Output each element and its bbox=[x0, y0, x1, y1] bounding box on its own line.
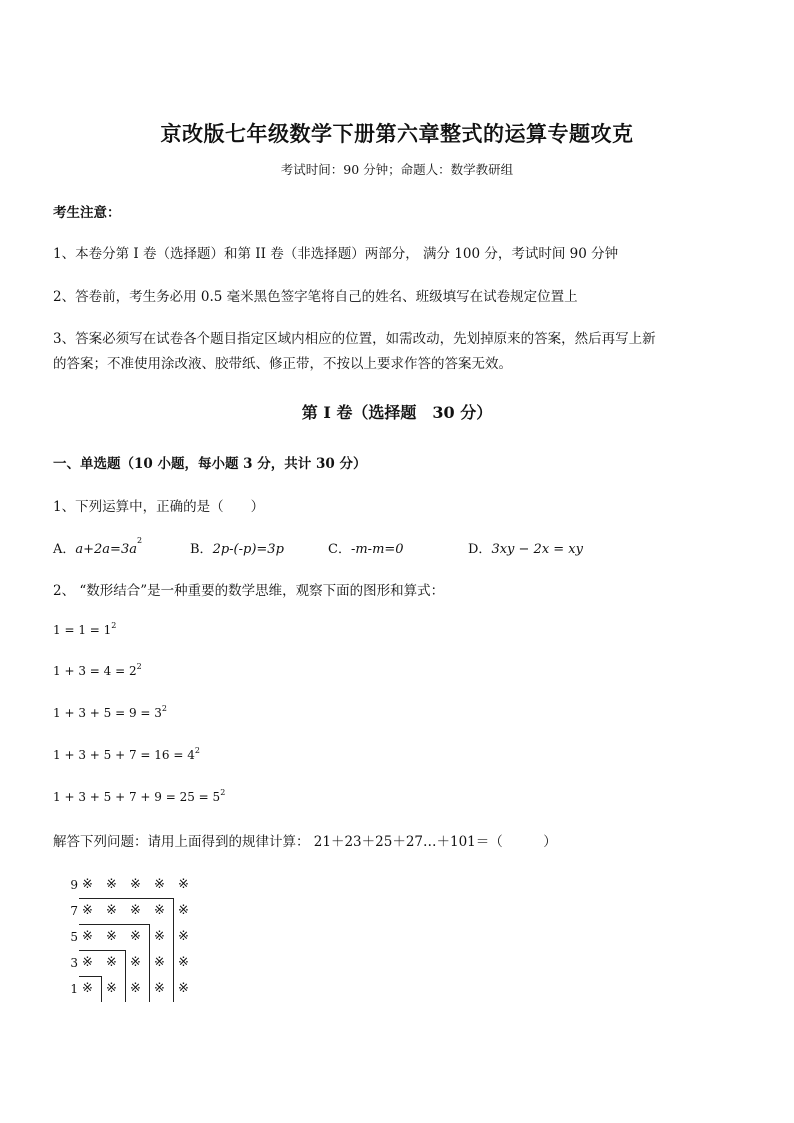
figure-cell: ※ bbox=[178, 929, 189, 944]
equation-5 bbox=[53, 790, 225, 804]
figure-cell: ※ bbox=[154, 955, 165, 970]
figure-cell: ※ bbox=[106, 929, 117, 944]
figure-divider-horizontal bbox=[79, 950, 125, 951]
row-label: 3 bbox=[70, 956, 78, 970]
option-b-label: B． bbox=[190, 542, 213, 557]
figure-cell: ※ bbox=[178, 955, 189, 970]
figure-cell: ※ bbox=[82, 903, 93, 918]
figure-cell: ※ bbox=[178, 877, 189, 892]
option-d bbox=[468, 538, 583, 557]
equation-3-exponent: 2 bbox=[161, 704, 168, 713]
figure-cell: ※ bbox=[154, 929, 165, 944]
section-title: 第 I 卷（选择题 30 分） bbox=[301, 403, 493, 422]
option-c bbox=[328, 538, 404, 557]
question-1-stem: 1、下列运算中，正确的是（ ） bbox=[53, 499, 265, 515]
row-label: 1 bbox=[70, 982, 78, 996]
page-title: 京改版七年级数学下册第六章整式的运算专题攻克 bbox=[160, 121, 634, 146]
notice-item-3: 3、答案必须写在试卷各个题目指定区域内相应的位置，如需改动，先划掉原来的答案，然后再写上新 bbox=[53, 331, 656, 347]
figure-divider-horizontal bbox=[79, 898, 173, 899]
notice-item-3-cont: 的答案；不准使用涂改液、胶带纸、修正带，不按以上要求作答的答案无效。 bbox=[53, 356, 512, 372]
figure-divider-horizontal bbox=[79, 976, 101, 977]
option-a-expr: a+2a=3a bbox=[75, 542, 137, 557]
figure-cell: ※ bbox=[82, 955, 93, 970]
figure-cell: ※ bbox=[106, 903, 117, 918]
row-label: 9 bbox=[70, 878, 78, 892]
figure-cell: ※ bbox=[130, 981, 141, 996]
option-a-exponent: 2 bbox=[136, 536, 143, 545]
figure-cell: ※ bbox=[82, 981, 93, 996]
option-a-label: A． bbox=[53, 542, 76, 557]
figure-cell: ※ bbox=[106, 955, 117, 970]
figure-divider-vertical bbox=[101, 976, 102, 1002]
exam-info: 考试时间：90 分钟；命题人：数学教研组 bbox=[280, 162, 514, 177]
figure-cell: ※ bbox=[82, 877, 93, 892]
equation-3 bbox=[53, 706, 167, 720]
notice-heading: 考生注意： bbox=[53, 205, 121, 221]
equation-3-text: 1 + 3 + 5 = 9 = 3 bbox=[53, 706, 162, 720]
question-2-prompt: 解答下列问题：请用上面得到的规律计算： 21＋23＋25＋27…＋101＝（ ） bbox=[53, 834, 557, 850]
figure-divider-horizontal bbox=[79, 924, 149, 925]
option-d-expr: 3xy − 2x = xy bbox=[491, 542, 583, 557]
equation-5-exponent: 2 bbox=[220, 788, 226, 797]
equation-1 bbox=[53, 623, 116, 637]
figure-cell: ※ bbox=[82, 929, 93, 944]
odd-square-figure bbox=[64, 874, 214, 1004]
figure-divider-vertical bbox=[149, 924, 150, 1002]
part-title: 一、单选题（10 小题，每小题 3 分，共计 30 分） bbox=[53, 456, 367, 472]
question-2-stem: 2、 “数形结合”是一种重要的数学思维，观察下面的图形和算式： bbox=[53, 583, 445, 599]
figure-cell: ※ bbox=[130, 929, 141, 944]
equation-2 bbox=[53, 664, 142, 678]
notice-item-1: 1、本卷分第 I 卷（选择题）和第 II 卷（非选择题）两部分， 满分 100 分，考试时间 90 分钟 bbox=[53, 246, 619, 262]
option-c-expr: -m-m=0 bbox=[350, 542, 404, 557]
equation-2-exponent: 2 bbox=[136, 662, 142, 671]
figure-cell: ※ bbox=[106, 981, 117, 996]
figure-cell: ※ bbox=[178, 903, 189, 918]
equation-1-text: 1 = 1 = 1 bbox=[53, 623, 112, 637]
figure-cell: ※ bbox=[130, 877, 141, 892]
figure-cell: ※ bbox=[130, 955, 141, 970]
equation-4 bbox=[53, 748, 200, 762]
figure-divider-vertical bbox=[125, 950, 126, 1002]
equation-4-text: 1 + 3 + 5 + 7 = 16 = 4 bbox=[53, 748, 195, 762]
figure-cell: ※ bbox=[154, 903, 165, 918]
row-label: 7 bbox=[70, 904, 78, 918]
equation-2-text: 1 + 3 = 4 = 2 bbox=[53, 664, 137, 678]
figure-cell: ※ bbox=[106, 877, 117, 892]
figure-cell: ※ bbox=[154, 981, 165, 996]
figure-cell: ※ bbox=[130, 903, 141, 918]
figure-divider-vertical bbox=[173, 898, 174, 1002]
equation-5-text: 1 + 3 + 5 + 7 + 9 = 25 = 5 bbox=[53, 790, 221, 804]
equation-1-exponent: 2 bbox=[111, 621, 117, 630]
option-d-label: D． bbox=[468, 542, 492, 557]
figure-cell: ※ bbox=[178, 981, 189, 996]
option-b-expr: 2p-(-p)=3p bbox=[212, 542, 284, 557]
option-c-label: C． bbox=[328, 542, 351, 557]
option-a bbox=[53, 538, 142, 557]
notice-item-2: 2、答卷前，考生务必用 0.5 毫米黑色签字笔将自己的姓名、班级填写在试卷规定位置上 bbox=[53, 289, 578, 305]
row-label: 5 bbox=[70, 930, 78, 944]
equation-4-exponent: 2 bbox=[194, 746, 200, 755]
figure-cell: ※ bbox=[154, 877, 165, 892]
option-b bbox=[190, 538, 284, 557]
